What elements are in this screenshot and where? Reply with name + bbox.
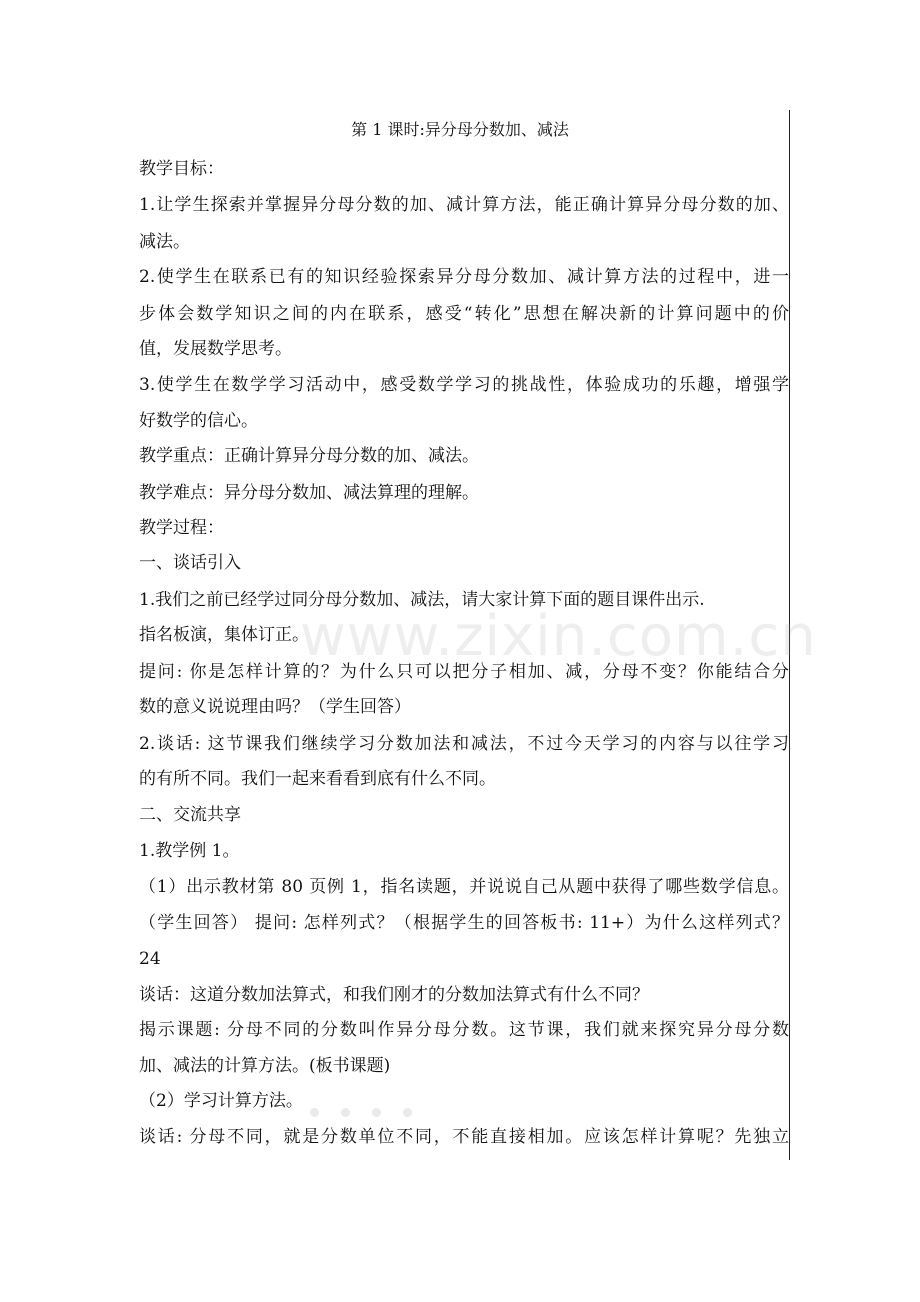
text-line: 教学难点：异分母分数加、减法算理的理解。 [139, 483, 479, 503]
text-line: 谈话：这道分数加法算式，和我们刚才的分数加法算式有什么不同？ [139, 985, 649, 1005]
text-line: 步体会数学知识之间的内在联系，感受“转化”思想在解决新的计算问题中的价 [139, 304, 789, 324]
text-line: 1.教学例 1。 [139, 841, 240, 861]
text-line: 提问: 你是怎样计算的？为什么只可以把分子相加、减，分母不变？你能结合分 [139, 662, 789, 682]
text-line: 1.我们之前已经学过同分母分数加、减法，请大家计算下面的题目课件出示. [139, 590, 705, 610]
watermark: www.zixin.com.cn [300, 604, 817, 669]
text-line: 减法。 [139, 232, 190, 252]
text-line: 谈话: 分母不同，就是分数单位不同，不能直接相加。应该怎样计算呢？先独立 [139, 1127, 789, 1147]
text-line: 教学目标： [139, 159, 224, 179]
text-line: 教学重点：正确计算异分母分数的加、减法。 [139, 446, 479, 466]
text-line: （1）出示教材第 80 页例 1，指名读题，并说说自己从题中获得了哪些数学信息。 [139, 877, 789, 897]
text-line: 数的意义说说理由吗？（学生回答） [139, 697, 411, 717]
text-line: 的有所不同。我们一起来看看到底有什么不同。 [139, 769, 496, 789]
text-line: 好数学的信心。 [139, 411, 258, 431]
text-line: 2.使学生在联系已有的知识经验探索异分母分数加、减计算方法的过程中，进一 [139, 267, 789, 287]
text-line: 1.让学生探索并掌握异分母分数的加、减计算方法，能正确计算异分母分数的加、 [139, 195, 789, 215]
text-line: 指名板演，集体订正。 [139, 625, 309, 645]
text-line: 加、减法的计算方法。(板书课题) [139, 1056, 391, 1076]
text-line: 教学过程： [139, 518, 224, 538]
text-line: 3.使学生在数学学习活动中，感受数学学习的挑战性，体验成功的乐趣，增强学 [139, 375, 789, 395]
text-line: 2.谈话: 这节课我们继续学习分数加法和减法，不过今天学习的内容与以往学习 [139, 734, 789, 754]
text-line: 值，发展数学思考。 [139, 339, 292, 359]
text-line: 一、谈话引入 [139, 553, 241, 573]
text-line: 揭示课题: 分母不同的分数叫作异分母分数。这节课，我们就来探究异分母分数 [139, 1020, 789, 1040]
text-line: 二、交流共享 [139, 805, 241, 825]
text-line: （学生回答） 提问: 怎样列式？（根据学生的回答板书: 11+）为什么这样列式？ [139, 913, 789, 933]
lesson-title: 第 1 课时:异分母分数加、减法 [351, 120, 569, 139]
text-line: （2）学习计算方法。 [139, 1091, 303, 1111]
text-line: 24 [139, 949, 161, 969]
